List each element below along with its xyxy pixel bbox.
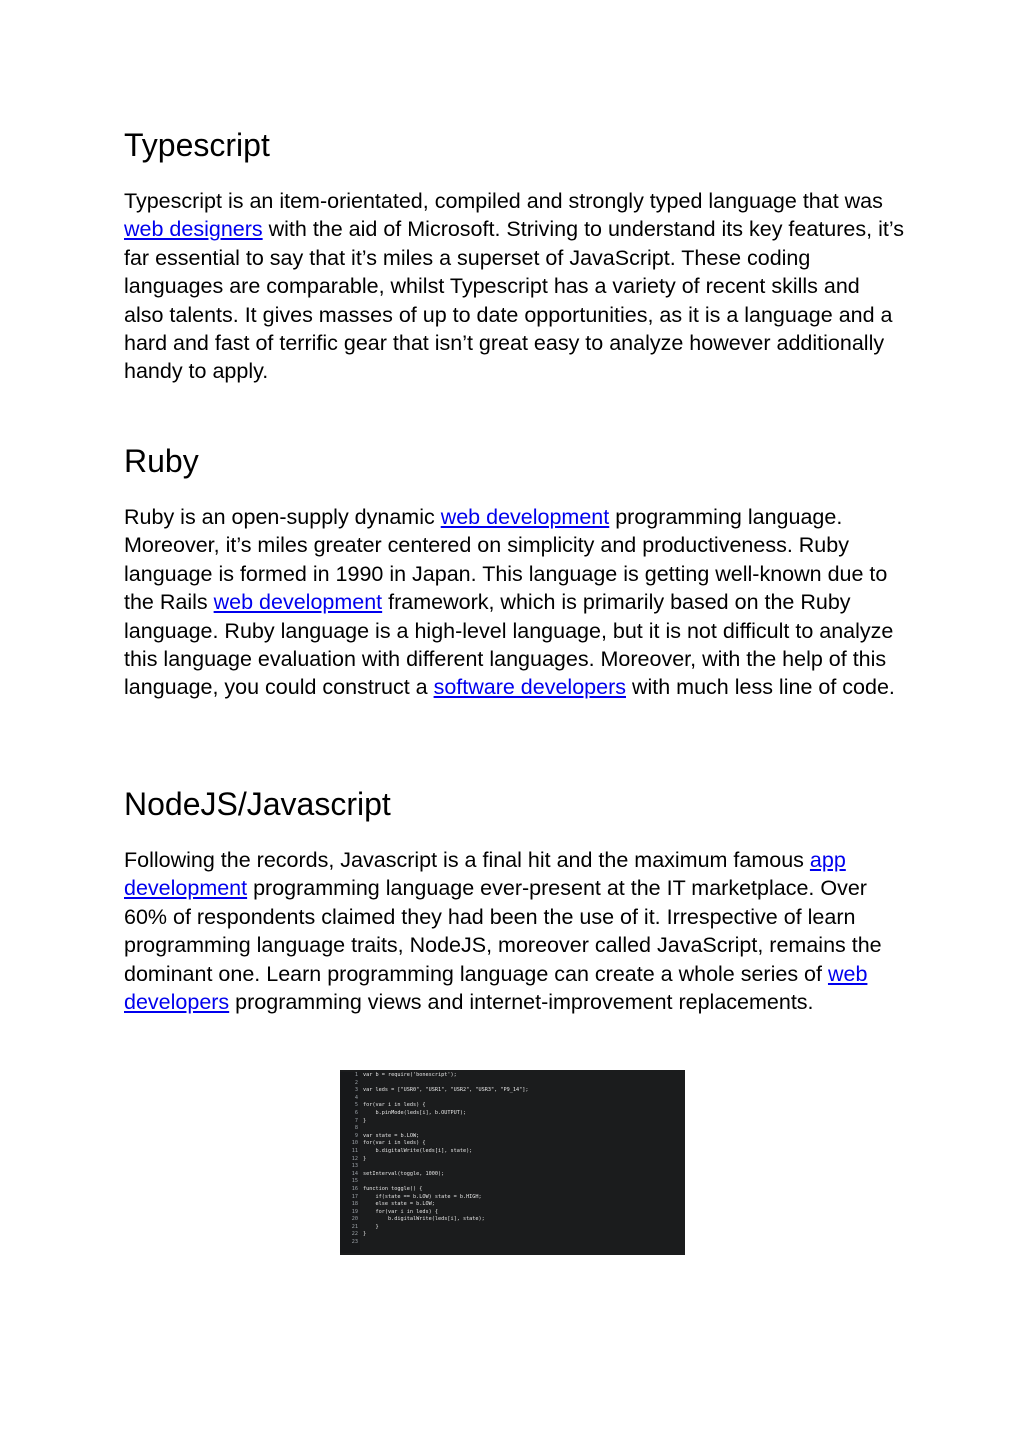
- code-line: [363, 1095, 529, 1103]
- code-line: setInterval(toggle, 1000);: [363, 1170, 445, 1177]
- code-line: function toggle() {: [363, 1185, 423, 1192]
- code-line-number: 7: [354, 1117, 358, 1124]
- code-line-number: 23: [351, 1239, 358, 1246]
- inline-link[interactable]: software developers: [433, 675, 626, 700]
- paragraph-text: with the aid of Microsoft. Striving to understand its key features, it’s far essential to say that it’s miles a superset of JavaScript. These coding languages are comparable, whilst Typescript has a variety of recent skills and also talents. It gives masses of up to date opportunities, as it is a language and a hard and fast of terrific gear that isn’t great easy to analyze however additionally handy to apply.: [124, 217, 904, 384]
- code-line: [363, 1125, 529, 1133]
- paragraph-text: with much less line of code.: [626, 675, 895, 700]
- code-screenshot-image: [340, 1070, 685, 1255]
- code-line: b.pinMode(leds[i], b.OUTPUT);: [363, 1109, 467, 1116]
- code-line: [363, 1178, 529, 1186]
- code-line: if(state == b.LOW) state = b.HIGH;: [363, 1193, 482, 1200]
- code-line-number: 5: [354, 1102, 358, 1109]
- paragraph-text: programming views and internet-improvement replacements.: [229, 990, 814, 1015]
- code-line: }: [363, 1231, 367, 1238]
- inline-link[interactable]: web developers: [124, 961, 868, 1015]
- section-paragraph-ruby: [124, 503, 904, 702]
- code-line-number: 10: [351, 1140, 358, 1147]
- code-line: var state = b.LOW;: [363, 1132, 420, 1139]
- code-line-number: 1: [354, 1072, 358, 1078]
- paragraph-text: programming language ever-present at the IT marketplace. Over 60% of respondents claimed they had been the use of it. Irrespective of learn programming language traits, NodeJS, moreover called JavaScript, remains the dominant one. Learn programming language can create a whole series of: [124, 876, 882, 986]
- paragraph-text: Following the records, Javascript is a final hit and the maximum famous: [124, 848, 810, 872]
- code-line: else state = b.LOW;: [363, 1201, 435, 1208]
- code-lines: [363, 1072, 529, 1247]
- inline-link[interactable]: web designers: [124, 217, 263, 242]
- code-line: }: [363, 1155, 367, 1162]
- section-paragraph-typescript: [124, 187, 904, 386]
- code-line-number: 2: [354, 1079, 358, 1086]
- code-line: b.digitalWrite(leds[i], state);: [363, 1147, 473, 1154]
- section-heading-ruby: Ruby: [124, 443, 199, 479]
- section-paragraph-nodejs: [124, 846, 904, 1016]
- code-line-number: 11: [351, 1147, 358, 1154]
- code-line-numbers: [340, 1072, 360, 1253]
- code-line: b.digitalWrite(leds[i], state);: [363, 1216, 485, 1223]
- code-line: }: [363, 1117, 367, 1124]
- paragraph-text: Typescript is an item-orientated, compiled and strongly typed language that was: [124, 189, 883, 213]
- inline-link[interactable]: app development: [124, 848, 846, 901]
- code-line-number: 15: [351, 1178, 358, 1185]
- code-line: [363, 1080, 529, 1088]
- paragraph-text: programming language. Moreover, it’s miles greater centered on simplicity and productiveness. Ruby language is formed in 1990 in Japan. This language is getting well-known due to the Rails: [124, 505, 888, 615]
- code-line: for(var i in leds) {: [363, 1208, 438, 1215]
- code-line-number: 12: [351, 1155, 358, 1162]
- code-line: [363, 1239, 529, 1247]
- code-line-number: 8: [354, 1125, 358, 1132]
- code-line: for(var i in leds) {: [363, 1140, 426, 1147]
- code-line-number: 18: [351, 1201, 358, 1208]
- section-heading-nodejs: NodeJS/Javascript: [124, 786, 391, 822]
- section-heading-typescript: Typescript: [124, 127, 270, 163]
- code-line-number: 22: [351, 1231, 358, 1238]
- code-line-number: 20: [351, 1216, 358, 1223]
- code-line-number: 16: [351, 1185, 358, 1192]
- inline-link[interactable]: web development: [440, 505, 610, 529]
- code-line: for(var i in leds) {: [363, 1102, 426, 1109]
- code-line-number: 6: [354, 1109, 358, 1116]
- code-line-number: 9: [354, 1132, 358, 1139]
- code-line: }: [363, 1223, 379, 1230]
- paragraph-text: framework, which is primarily based on the Ruby language. Ruby language is a high-level language, but it is not difficult to analyze this language evaluation with different languages. Moreover, with the help of this language, you could construct a: [124, 590, 894, 700]
- code-line: var b = require('bonescript');: [363, 1072, 457, 1078]
- code-line-number: 3: [354, 1087, 358, 1094]
- inline-link[interactable]: web development: [213, 590, 383, 615]
- code-line-number: 13: [351, 1163, 358, 1170]
- code-line: var leds = ["USR0", "USR1", "USR2", "USR3", "P9_14"];: [363, 1087, 529, 1094]
- code-line-number: 4: [354, 1094, 358, 1101]
- code-line-number: 17: [351, 1193, 358, 1200]
- code-line: [363, 1163, 529, 1171]
- code-line-number: 19: [351, 1208, 358, 1215]
- paragraph-text: Ruby is an open-supply dynamic: [124, 505, 441, 529]
- code-line-number: 21: [351, 1223, 358, 1230]
- code-line-number: 14: [351, 1170, 358, 1177]
